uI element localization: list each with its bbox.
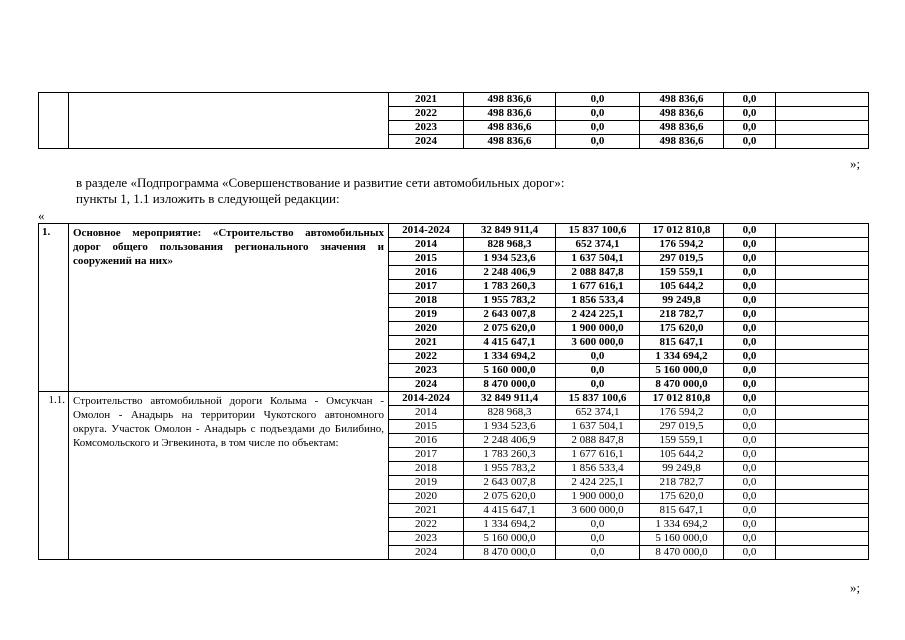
top-table xyxy=(38,92,869,149)
year-cell: 2016 xyxy=(389,434,464,448)
empty-cell xyxy=(776,322,869,336)
empty-cell xyxy=(776,294,869,308)
empty-cell xyxy=(776,280,869,294)
federal-cell: 652 374,1 xyxy=(556,406,640,420)
federal-cell: 2 088 847,8 xyxy=(556,434,640,448)
other-cell: 0,0 xyxy=(724,378,776,392)
other-cell: 0,0 xyxy=(724,504,776,518)
regional-cell: 175 620,0 xyxy=(640,490,724,504)
other-cell: 0,0 xyxy=(724,135,776,149)
empty-cell xyxy=(776,107,869,121)
total-cell: 1 783 260,3 xyxy=(464,280,556,294)
federal-cell: 1 856 533,4 xyxy=(556,462,640,476)
other-cell: 0,0 xyxy=(724,93,776,107)
total-cell: 1 334 694,2 xyxy=(464,518,556,532)
other-cell: 0,0 xyxy=(724,308,776,322)
total-cell: 2 075 620,0 xyxy=(464,322,556,336)
regional-cell: 105 644,2 xyxy=(640,448,724,462)
year-cell: 2020 xyxy=(389,322,464,336)
regional-cell: 99 249,8 xyxy=(640,462,724,476)
year-cell: 2017 xyxy=(389,448,464,462)
regional-cell: 815 647,1 xyxy=(640,336,724,350)
year-cell: 2023 xyxy=(389,121,464,135)
other-cell: 0,0 xyxy=(724,224,776,238)
other-cell: 0,0 xyxy=(724,406,776,420)
opening-quote: « xyxy=(38,208,45,223)
total-cell: 2 248 406,9 xyxy=(464,434,556,448)
main-table xyxy=(38,223,869,560)
other-cell: 0,0 xyxy=(724,420,776,434)
closing-quote-2: »; xyxy=(850,580,861,595)
federal-cell: 1 677 616,1 xyxy=(556,280,640,294)
regional-cell: 498 836,6 xyxy=(640,107,724,121)
regional-cell: 218 782,7 xyxy=(640,476,724,490)
federal-cell: 0,0 xyxy=(556,350,640,364)
federal-cell: 0,0 xyxy=(556,518,640,532)
empty-cell xyxy=(776,490,869,504)
regional-cell: 297 019,5 xyxy=(640,420,724,434)
total-cell: 498 836,6 xyxy=(464,107,556,121)
federal-cell: 0,0 xyxy=(556,121,640,135)
empty-cell xyxy=(776,378,869,392)
year-cell: 2024 xyxy=(389,546,464,560)
federal-cell: 1 637 504,1 xyxy=(556,252,640,266)
regional-cell: 175 620,0 xyxy=(640,322,724,336)
total-cell: 1 334 694,2 xyxy=(464,350,556,364)
total-cell: 498 836,6 xyxy=(464,121,556,135)
regional-cell: 498 836,6 xyxy=(640,135,724,149)
total-cell: 2 248 406,9 xyxy=(464,266,556,280)
year-cell: 2021 xyxy=(389,504,464,518)
other-cell: 0,0 xyxy=(724,434,776,448)
total-cell: 5 160 000,0 xyxy=(464,532,556,546)
total-cell: 4 415 647,1 xyxy=(464,336,556,350)
empty-cell xyxy=(776,518,869,532)
federal-cell: 0,0 xyxy=(556,532,640,546)
closing-quote-1: »; xyxy=(850,156,861,171)
regional-cell: 815 647,1 xyxy=(640,504,724,518)
empty-cell xyxy=(776,135,869,149)
year-cell: 2024 xyxy=(389,378,464,392)
regional-cell: 176 594,2 xyxy=(640,238,724,252)
empty-cell xyxy=(776,266,869,280)
federal-cell: 0,0 xyxy=(556,364,640,378)
table-row xyxy=(39,93,869,107)
year-cell: 2016 xyxy=(389,266,464,280)
total-cell: 1 955 783,2 xyxy=(464,462,556,476)
year-cell: 2021 xyxy=(389,93,464,107)
federal-cell: 1 900 000,0 xyxy=(556,322,640,336)
other-cell: 0,0 xyxy=(724,336,776,350)
federal-cell: 15 837 100,6 xyxy=(556,392,640,406)
year-cell: 2014-2024 xyxy=(389,224,464,238)
year-cell: 2022 xyxy=(389,518,464,532)
other-cell: 0,0 xyxy=(724,280,776,294)
regional-cell: 297 019,5 xyxy=(640,252,724,266)
empty-cell xyxy=(776,448,869,462)
year-cell: 2024 xyxy=(389,135,464,149)
item-1-rows xyxy=(39,224,869,392)
total-cell: 1 934 523,6 xyxy=(464,420,556,434)
total-cell: 1 783 260,3 xyxy=(464,448,556,462)
regional-cell: 8 470 000,0 xyxy=(640,378,724,392)
federal-cell: 1 677 616,1 xyxy=(556,448,640,462)
other-cell: 0,0 xyxy=(724,392,776,406)
regional-cell: 105 644,2 xyxy=(640,280,724,294)
total-cell: 4 415 647,1 xyxy=(464,504,556,518)
regional-cell: 176 594,2 xyxy=(640,406,724,420)
year-cell: 2015 xyxy=(389,252,464,266)
other-cell: 0,0 xyxy=(724,532,776,546)
regional-cell: 17 012 810,8 xyxy=(640,392,724,406)
empty-cell xyxy=(776,252,869,266)
item-1-1-rows xyxy=(39,392,869,560)
empty-cell xyxy=(776,93,869,107)
other-cell: 0,0 xyxy=(724,546,776,560)
regional-cell: 17 012 810,8 xyxy=(640,224,724,238)
regional-cell: 498 836,6 xyxy=(640,121,724,135)
empty-cell xyxy=(776,308,869,322)
total-cell: 2 643 007,8 xyxy=(464,308,556,322)
empty-cell xyxy=(776,504,869,518)
federal-cell: 15 837 100,6 xyxy=(556,224,640,238)
year-cell: 2023 xyxy=(389,532,464,546)
federal-cell: 0,0 xyxy=(556,546,640,560)
item-number: 1.1. xyxy=(39,392,69,560)
federal-cell: 3 600 000,0 xyxy=(556,504,640,518)
other-cell: 0,0 xyxy=(724,322,776,336)
total-cell: 5 160 000,0 xyxy=(464,364,556,378)
total-cell: 828 968,3 xyxy=(464,406,556,420)
empty-cell xyxy=(776,238,869,252)
total-cell: 1 934 523,6 xyxy=(464,252,556,266)
total-cell: 32 849 911,4 xyxy=(464,392,556,406)
other-cell: 0,0 xyxy=(724,350,776,364)
empty-cell xyxy=(776,392,869,406)
regional-cell: 1 334 694,2 xyxy=(640,518,724,532)
total-cell: 32 849 911,4 xyxy=(464,224,556,238)
regional-cell: 159 559,1 xyxy=(640,266,724,280)
federal-cell: 3 600 000,0 xyxy=(556,336,640,350)
empty-cell xyxy=(776,336,869,350)
other-cell: 0,0 xyxy=(724,121,776,135)
other-cell: 0,0 xyxy=(724,266,776,280)
empty-cell xyxy=(776,532,869,546)
empty-cell xyxy=(776,406,869,420)
year-cell: 2020 xyxy=(389,490,464,504)
year-cell: 2018 xyxy=(389,294,464,308)
total-cell: 2 075 620,0 xyxy=(464,490,556,504)
federal-cell: 2 088 847,8 xyxy=(556,266,640,280)
total-cell: 498 836,6 xyxy=(464,93,556,107)
total-cell: 2 643 007,8 xyxy=(464,476,556,490)
other-cell: 0,0 xyxy=(724,448,776,462)
empty-cell xyxy=(776,434,869,448)
other-cell: 0,0 xyxy=(724,238,776,252)
federal-cell: 2 424 225,1 xyxy=(556,308,640,322)
item-description: Основное мероприятие: «Строительство автомобильных дорог общего пользования регионального значения и сооружений на них» xyxy=(69,224,389,392)
other-cell: 0,0 xyxy=(724,462,776,476)
year-cell: 2014 xyxy=(389,238,464,252)
year-cell: 2014 xyxy=(389,406,464,420)
number-cell xyxy=(39,93,69,149)
federal-cell: 0,0 xyxy=(556,135,640,149)
year-cell: 2021 xyxy=(389,336,464,350)
empty-cell xyxy=(776,476,869,490)
year-cell: 2014-2024 xyxy=(389,392,464,406)
federal-cell: 0,0 xyxy=(556,378,640,392)
year-cell: 2019 xyxy=(389,308,464,322)
year-cell: 2017 xyxy=(389,280,464,294)
total-cell: 8 470 000,0 xyxy=(464,378,556,392)
table-row xyxy=(39,392,869,406)
regional-cell: 5 160 000,0 xyxy=(640,364,724,378)
regional-cell: 498 836,6 xyxy=(640,93,724,107)
federal-cell: 652 374,1 xyxy=(556,238,640,252)
federal-cell: 2 424 225,1 xyxy=(556,476,640,490)
year-cell: 2022 xyxy=(389,350,464,364)
empty-cell xyxy=(776,546,869,560)
year-cell: 2018 xyxy=(389,462,464,476)
empty-cell xyxy=(776,420,869,434)
regional-cell: 8 470 000,0 xyxy=(640,546,724,560)
year-cell: 2015 xyxy=(389,420,464,434)
other-cell: 0,0 xyxy=(724,252,776,266)
regional-cell: 218 782,7 xyxy=(640,308,724,322)
other-cell: 0,0 xyxy=(724,490,776,504)
item-number: 1. xyxy=(39,224,69,392)
other-cell: 0,0 xyxy=(724,294,776,308)
empty-cell xyxy=(776,462,869,476)
regional-cell: 159 559,1 xyxy=(640,434,724,448)
empty-cell xyxy=(776,364,869,378)
other-cell: 0,0 xyxy=(724,518,776,532)
federal-cell: 0,0 xyxy=(556,93,640,107)
empty-cell xyxy=(776,224,869,238)
total-cell: 828 968,3 xyxy=(464,238,556,252)
regional-cell: 5 160 000,0 xyxy=(640,532,724,546)
empty-cell xyxy=(776,350,869,364)
paragraph-items: пункты 1, 1.1 изложить в следующей редакции: xyxy=(76,191,340,206)
empty-cell xyxy=(776,121,869,135)
year-cell: 2023 xyxy=(389,364,464,378)
description-cell xyxy=(69,93,389,149)
total-cell: 498 836,6 xyxy=(464,135,556,149)
year-cell: 2019 xyxy=(389,476,464,490)
federal-cell: 1 856 533,4 xyxy=(556,294,640,308)
year-cell: 2022 xyxy=(389,107,464,121)
other-cell: 0,0 xyxy=(724,364,776,378)
other-cell: 0,0 xyxy=(724,476,776,490)
regional-cell: 99 249,8 xyxy=(640,294,724,308)
federal-cell: 1 900 000,0 xyxy=(556,490,640,504)
paragraph-section: в разделе «Подпрограмма «Совершенствование и развитие сети автомобильных дорог»: xyxy=(76,175,565,190)
item-description: Строительство автомобильной дороги Колыма - Омсукчан - Омолон - Анадырь на территории Чукотского автономного округа. Участок Омолон - Анадырь с подъездами до Билибино, Комсомольского и Эгвекинота, в том числе по объектам: xyxy=(69,392,389,560)
federal-cell: 0,0 xyxy=(556,107,640,121)
top-table-body xyxy=(39,93,869,149)
other-cell: 0,0 xyxy=(724,107,776,121)
table-row xyxy=(39,224,869,238)
total-cell: 1 955 783,2 xyxy=(464,294,556,308)
federal-cell: 1 637 504,1 xyxy=(556,420,640,434)
regional-cell: 1 334 694,2 xyxy=(640,350,724,364)
total-cell: 8 470 000,0 xyxy=(464,546,556,560)
